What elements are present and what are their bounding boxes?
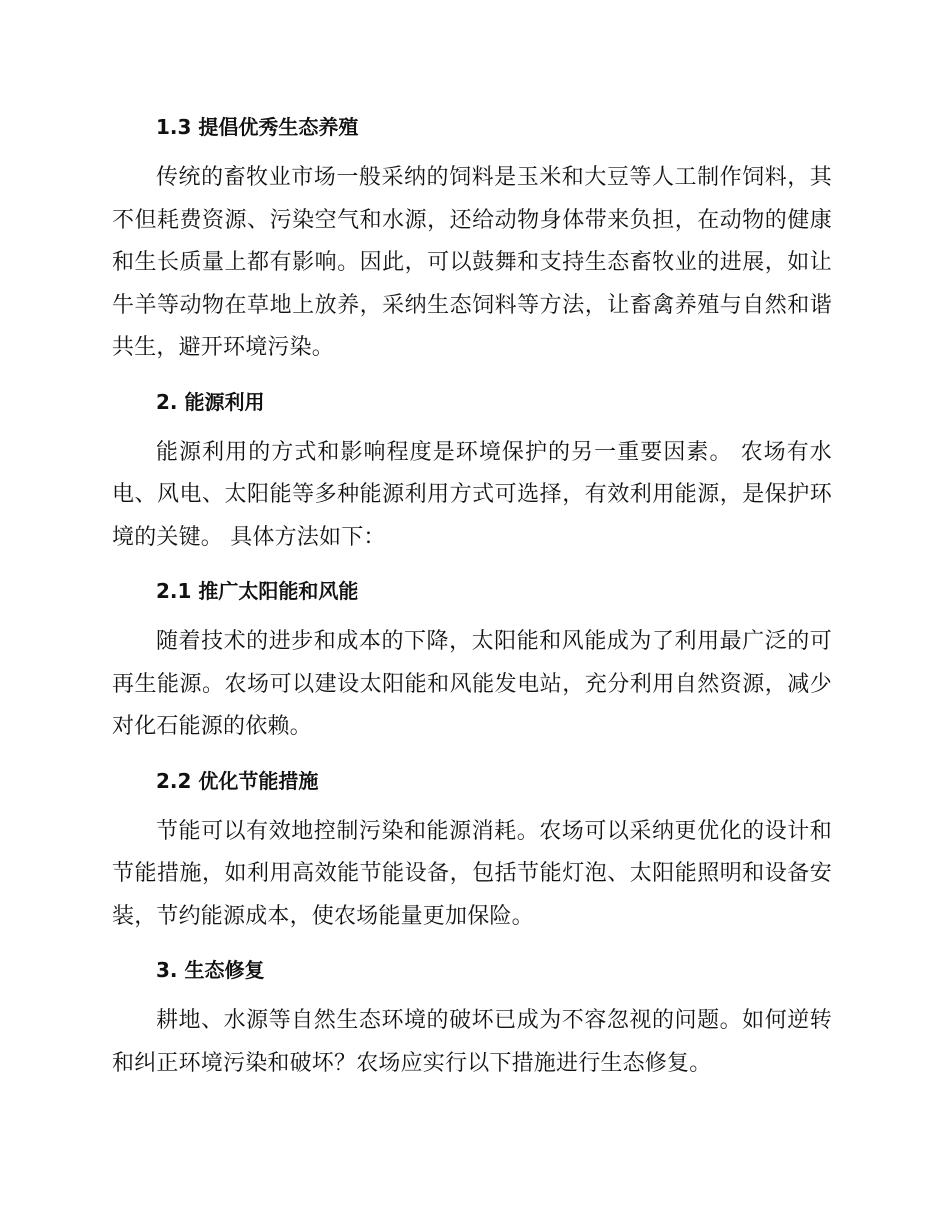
section-paragraph-2-2: 节能可以有效地控制污染和能源消耗。农场可以采纳更优化的设计和节能措施，如利用高效能节能设备，包括节能灯泡、太阳能照明和设备安装，节约能源成本，使农场能量更加保险。 — [112, 818, 832, 929]
section-paragraph-3: 耕地、水源等自然生态环境的破坏已成为不容忽视的问题。如何逆转和纠正环境污染和破坏？农场应实行以下措施进行生态修复。 — [112, 1008, 832, 1076]
section-paragraph-1-3: 传统的畜牧业市场一般采纳的饲料是玉米和大豆等人工制作饲料，其不但耗费资源、污染空气和水源，还给动物身体带来负担，在动物的健康和生长质量上都有影响。因此，可以鼓舞和支持生态畜牧业的进展，如让牛羊等动物在草地上放养，采纳生态饲料等方法，让畜禽养殖与自然和谐共生，避开环境污染。 — [112, 165, 832, 360]
section-paragraph-2-1: 随着技术的进步和成本的下降，太阳能和风能成为了利用最广泛的可再生能源。农场可以建设太阳能和风能发电站，充分利用自然资源，减少对化石能源的依赖。 — [112, 629, 832, 739]
section-paragraph-2: 能源利用的方式和影响程度是环境保护的另一重要因素。 农场有水电、风电、太阳能等多种能源利用方式可选择，有效利用能源，是保护环境的关键。 具体方法如下： — [112, 439, 832, 550]
section-heading-2: 2. 能源利用 — [156, 389, 265, 414]
section-heading-3: 3. 生态修复 — [156, 958, 265, 982]
section-heading-2-2: 2.2 优化节能措施 — [156, 768, 319, 793]
document-body — [112, 105, 832, 1085]
section-heading-1-3: 1.3 提倡优秀生态养殖 — [156, 115, 359, 139]
section-heading-2-1: 2.1 推广太阳能和风能 — [156, 579, 359, 603]
